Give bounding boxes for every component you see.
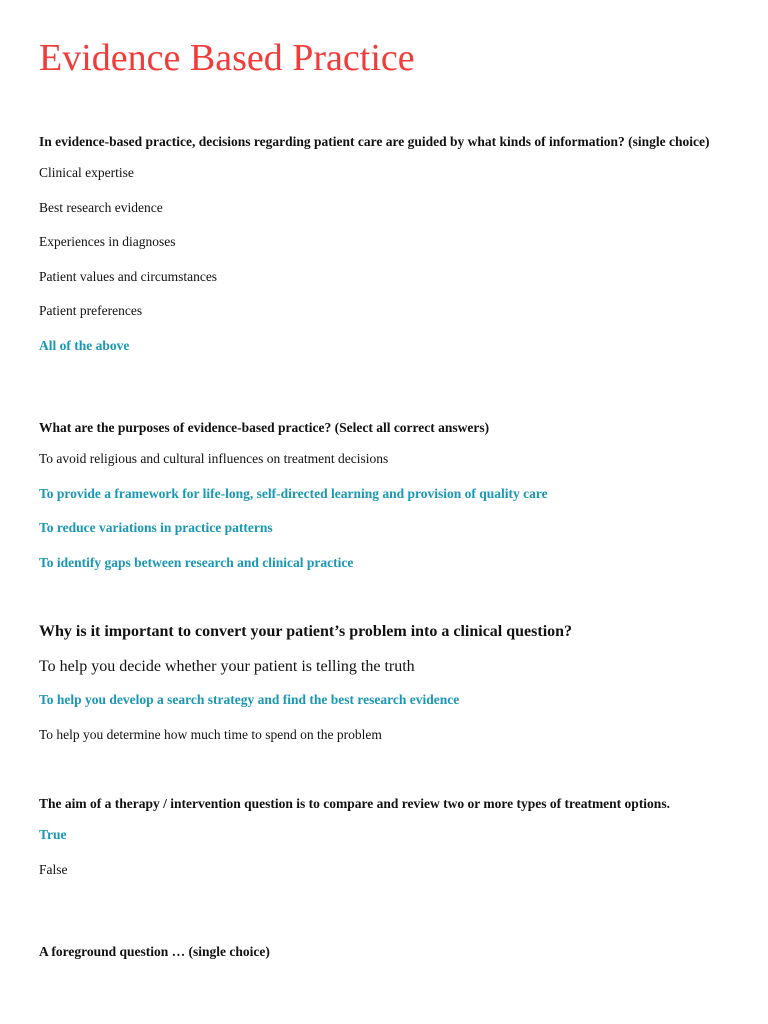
question-2 — [39, 420, 729, 570]
question-3 — [39, 622, 729, 742]
correct-answer-option: True — [39, 827, 67, 842]
question-text: Why is it important to convert your patient’s problem into a clinical question? — [39, 623, 573, 640]
answer-options — [39, 451, 729, 571]
answer-options — [39, 657, 729, 743]
page-title: Evidence Based Practice — [39, 37, 415, 79]
question-text: The aim of a therapy / intervention question is to compare and review two or more types of treatment options. — [39, 796, 670, 811]
correct-answer-option: All of the above — [39, 337, 130, 353]
answer-option: To avoid religious and cultural influences on treatment decisions — [39, 451, 389, 466]
question-5 — [39, 944, 729, 959]
answer-option: Best research evidence — [39, 199, 163, 215]
correct-answer-option: To reduce variations in practice patterns — [39, 520, 273, 536]
question-text: A foreground question … (single choice) — [39, 944, 270, 959]
answer-option: Patient preferences — [39, 303, 143, 319]
answer-option: To help you determine how much time to spend on the problem — [39, 726, 382, 742]
correct-answer-option: To provide a framework for life-long, self-directed learning and provision of quality care — [39, 485, 548, 501]
correct-answer-option: To identify gaps between research and clinical practice — [39, 554, 354, 570]
answer-option: False — [39, 861, 68, 877]
answer-options — [39, 165, 729, 354]
answer-option: Clinical expertise — [39, 165, 134, 180]
question-1 — [39, 134, 729, 353]
answer-option: To help you decide whether your patient is telling the truth — [39, 658, 415, 675]
answer-option: Patient values and circumstances — [39, 268, 218, 284]
answer-option: Experiences in diagnoses — [39, 234, 176, 250]
correct-answer-option: To help you develop a search strategy and find the best research evidence — [39, 692, 460, 707]
answer-options — [39, 827, 729, 878]
question-text: In evidence-based practice, decisions regarding patient care are guided by what kinds of information? (single choice) — [39, 134, 710, 149]
question-text: What are the purposes of evidence-based practice? (Select all correct answers) — [39, 420, 490, 435]
question-4 — [39, 796, 729, 877]
